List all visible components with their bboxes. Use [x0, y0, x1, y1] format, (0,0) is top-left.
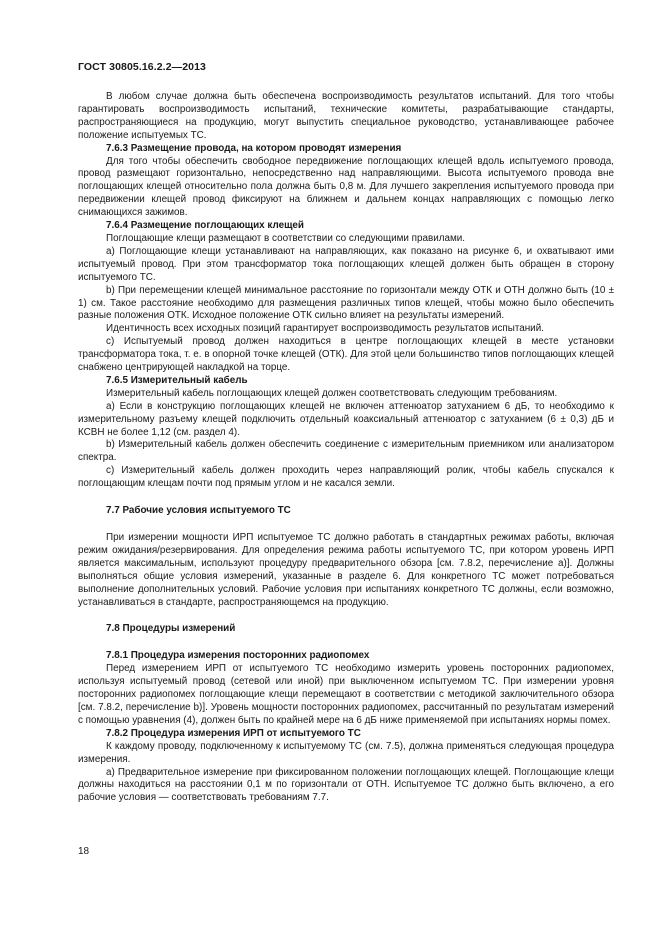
subsection-heading-7-6-5: 7.6.5 Измерительный кабель [106, 374, 248, 386]
document-body [78, 91, 614, 805]
paragraph: Перед измерением ИРП от испытуемого ТС необходимо измерить уровень посторонних радиопомех, используя испытуемый провод (сетевой или иной) при выключенном испытуемом ТС. При измерении уровня посторонних радиопомех поглощающие клещи перемещают в соответствии с методикой заключительного обзора [см. 7.8.2, перечисление b)]. Уровень мощности посторонних радиопомех, рассчитанный по результатам измерений с помощью уравнения (4), должен быть по крайней мере на 6 дБ ниже применяемой при испытаниях нормы помех. [78, 663, 614, 726]
paragraph: При измерении мощности ИРП испытуемое ТС должно работать в стандартных режимах работы, включая режим ожидания/резервирования. Для определения режима работы испытуемого ТС, при котором уровень ИРП является максимальным, используют процедуру предварительного обзора [см. 7.8.2, перечисление а)]. Должны выполняться общие условия измерений, указанные в разделе 6. Для конкретного ТС может потребоваться выполнение дополнительных условий. Рабочие условия при испытаниях конкретного ТС должны, если возможно, устанавливаться в стандарте, распространяющемся на продукцию. [78, 532, 614, 608]
subsection-heading-7-6-4: 7.6.4 Размещение поглощающих клещей [106, 220, 304, 232]
list-item: с) Испытуемый провод должен находиться в центре поглощающих клещей в месте установки трансформатора тока, т. е. в опорной точке клещей (ОТК). Для этой цели большинство типов поглощающих клещей снабжено центрирующей накладкой на торце. [78, 336, 614, 374]
paragraph: Измерительный кабель поглощающих клещей должен соответствовать следующим требованиям. [106, 387, 558, 399]
subsection-heading-7-6-3: 7.6.3 Размещение провода, на котором проводят измерения [106, 142, 402, 154]
document-header: ГОСТ 30805.16.2.2—2013 [78, 61, 206, 73]
list-item: а) Предварительное измерение при фиксированном положении поглощающих клещей. Поглощающие клещи должны находиться на расстоянии 0,1 м по горизонтали от ОТН. Испытуемое ТС должно быть включено, а его рабочие условия — соответствовать требованиям 7.7. [78, 766, 614, 804]
section-heading-7-8: 7.8 Процедуры измерений [106, 623, 236, 635]
paragraph: Поглощающие клещи размещают в соответствии со следующими правилами. [106, 232, 466, 244]
paragraph: К каждому проводу, подключенному к испытуемому ТС (см. 7.5), должна применяться следующая процедура измерения. [78, 740, 614, 765]
paragraph: Идентичность всех исходных позиций гарантирует воспроизводимость результатов испытаний. [106, 323, 544, 335]
section-heading-7-7: 7.7 Рабочие условия испытуемого ТС [106, 505, 291, 517]
list-item: а) Поглощающие клещи устанавливают на направляющих, как показано на рисунке 6, и охватывают ими испытуемый провод. При этом трансформатор тока поглощающих клещей должен быть обращен в сторону испытуемого ТС. [78, 245, 614, 283]
subsection-heading-7-8-1: 7.8.1 Процедура измерения посторонних радиопомех [106, 650, 370, 662]
paragraph: Для того чтобы обеспечить свободное передвижение поглощающих клещей вдоль испытуемого провода, провод размещают горизонтально, непосредственно над направляющими. Высота испытуемого провода вне поглощающих клещей относительно пола должна быть 0,8 м. Для лучшего закрепления испытуемого провода при передвижении клещей провод фиксируют на ближнем и дальнем концах направляющих с помощью легко снимающихся зажимов. [78, 155, 614, 219]
subsection-heading-7-8-2: 7.8.2 Процедура измерения ИРП от испытуемого ТС [106, 727, 361, 739]
paragraph: В любом случае должна быть обеспечена воспроизводимость результатов испытаний. Для того чтобы гарантировать воспроизводимость испытаний, технические комитеты, разрабатывающие стандарты, распространяющиеся на продукцию, могут выпустить специальное руководство, устанавливающее рабочее положение испытуемых ТС. [78, 91, 614, 141]
list-item: а) Если в конструкцию поглощающих клещей не включен аттенюатор затуханием 6 дБ, то необходимо к измерительному разъему клещей подключить отдельный коаксиальный аттенюатор с затуханием (6 ± 0,3) дБ и КСВН не более 1,12 (см. раздел 4). [78, 400, 614, 438]
page-number: 18 [78, 846, 90, 857]
list-item: с) Измерительный кабель должен проходить через направляющий ролик, чтобы кабель спускался к поглощающим клещам почти под прямым углом и не касался земли. [78, 465, 614, 490]
list-item: b) Измерительный кабель должен обеспечить соединение с измерительным приемником или анализатором спектра. [78, 439, 614, 464]
list-item: b) При перемещении клещей минимальное расстояние по горизонтали между ОТК и ОТН должно быть (10 ± 1) см. Такое расстояние необходимо для размещения различных типов клещей, чтобы можно было обеспечить разные положения ОТК. Исходное положение ОТК сильно влияет на результаты измерений. [78, 284, 614, 322]
